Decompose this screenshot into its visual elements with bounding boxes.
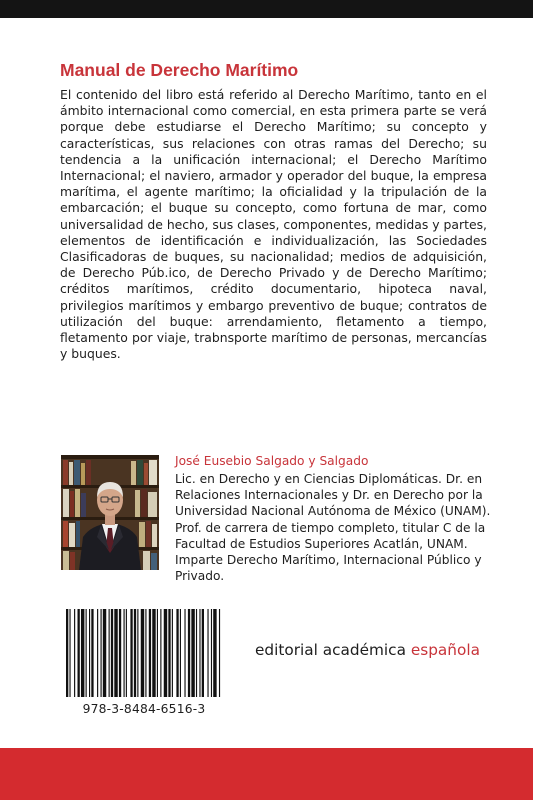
barcode-bar: [164, 609, 167, 697]
barcode-bar: [74, 609, 75, 697]
barcode-bar: [196, 609, 197, 697]
barcode-bar: [103, 609, 106, 697]
barcode-bar: [69, 609, 70, 697]
barcode-bar: [211, 609, 212, 697]
barcode-bar: [152, 609, 155, 697]
barcode-bar: [134, 609, 136, 697]
barcode-bar: [91, 609, 93, 697]
top-bar: [0, 0, 533, 18]
barcode-bar: [101, 609, 102, 697]
barcode-bar: [160, 609, 161, 697]
barcode-bar: [137, 609, 138, 697]
barcode-bar: [126, 609, 127, 697]
barcode-bar: [124, 609, 125, 697]
publisher-name-accent: española: [410, 641, 480, 659]
publisher-logo: [255, 641, 495, 659]
barcode-bar: [81, 609, 84, 697]
barcode-bar: [119, 609, 121, 697]
barcode-bar: [191, 609, 194, 697]
barcode-bar: [180, 609, 181, 697]
barcode-bar: [86, 609, 87, 697]
barcode-bar: [199, 609, 200, 697]
barcode-bar: [157, 609, 158, 697]
book-title: Manual de Derecho Marítimo: [60, 60, 299, 80]
isbn-number: 978-3-8484-6516-3: [82, 702, 206, 716]
barcode-bar: [145, 609, 146, 697]
barcode-bar: [202, 609, 204, 697]
barcode-bar: [188, 609, 190, 697]
barcode-bar: [141, 609, 144, 697]
barcode-bar: [89, 609, 90, 697]
barcode-bar: [114, 609, 117, 697]
barcode-bar: [66, 609, 68, 697]
barcode-bar: [149, 609, 151, 697]
barcode-bar: [168, 609, 170, 697]
book-description: El contenido del libro está referido al Derecho Marítimo, tanto en el ámbito internacional como comercial, en esta primera parte se verá porque debe estudiarse el Derecho Marítimo; su concepto y características, sus relaciones con otras ramas del Derecho; su tendencia a la unificación internacional; el Derecho Marítimo Internacional; el naviero, armador y operador del buque, la empresa marítima, el agente marítimo; la oficialidad y la tripulación de la embarcación; el buque su concepto, como fortuna de mar, como universalidad de hecho, sus clases, componentes, medidas y partes, elementos de identificación e individualización, las Sociedades Clasificadoras de buques, su nacionalidad; medios de adquisición, de Derecho Púb.ico, de Derecho Privado y de Derecho Marítimo; créditos marítimos, crédito documentario, hipoteca naval, privilegios marítimos y embargo preventivo de buque; contratos de utilización del buque: arrendamiento, fletamento a tiempo, fletamento por viaje, trabnsporte marítimo de personas, mercancías y buques.: [60, 87, 487, 362]
barcode-bar: [78, 609, 80, 697]
barcode-bar: [213, 609, 216, 697]
author-photo: [61, 455, 159, 570]
barcode-bar: [130, 609, 132, 697]
barcode-bar: [176, 609, 178, 697]
publisher-name: editorial académica: [255, 641, 411, 659]
author-bio: Lic. en Derecho y en Ciencias Diplomáticas. Dr. en Relaciones Internacionales y Dr. en Derecho por la Universidad Nacional Autónoma de México (UNAM). Prof. de carrera de tiempo completo, titular C de la Facultad de Estudios Superiores Acatlán, UNAM. Imparte Derecho Marítimo, Internacional Público y Privado.: [175, 472, 491, 584]
barcode-bar: [172, 609, 173, 697]
barcode-bar: [184, 609, 185, 697]
bottom-band: [0, 748, 533, 800]
barcode-bar: [109, 609, 110, 697]
barcode-bar: [207, 609, 208, 697]
barcode-bar: [97, 609, 98, 697]
barcode-bar: [219, 609, 220, 697]
barcode-bar: [111, 609, 113, 697]
author-name: José Eusebio Salgado y Salgado: [175, 454, 369, 468]
